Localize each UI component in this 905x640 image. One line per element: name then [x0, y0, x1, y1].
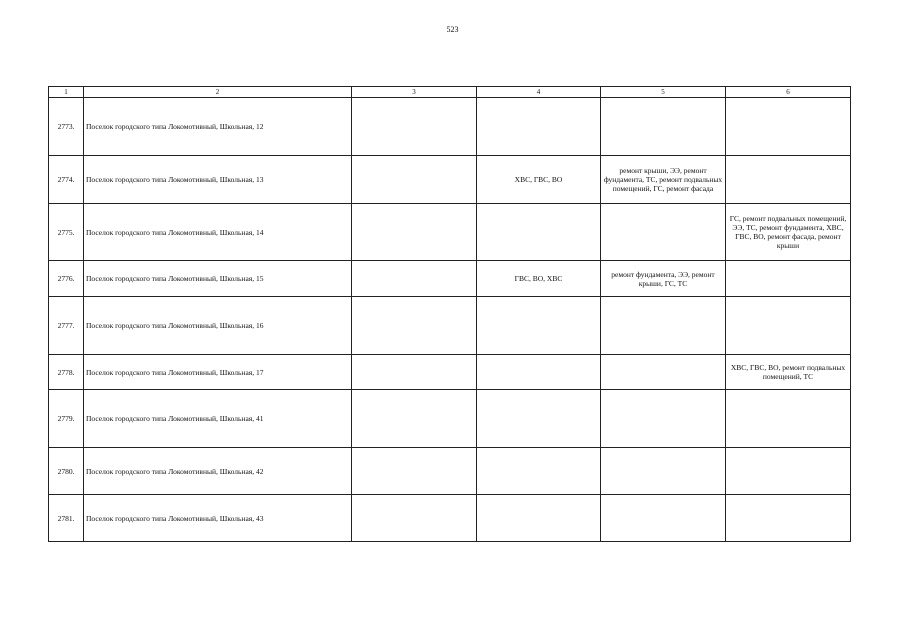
row-col4 — [477, 390, 601, 448]
row-col5 — [601, 204, 726, 261]
column-header-5: 5 — [601, 87, 726, 98]
row-col6 — [726, 390, 851, 448]
row-col3 — [352, 448, 477, 495]
page-number: 523 — [446, 25, 459, 34]
row-col6: ХВС, ГВС, ВО, ремонт подвальных помещений, ТС — [726, 355, 851, 390]
row-col4 — [477, 297, 601, 355]
row-address: Поселок городского типа Локомотивный, Школьная, 13 — [84, 156, 352, 204]
row-col4 — [477, 495, 601, 542]
row-col5: ремонт фундамента, ЭЭ, ремонт крыши, ГС, ТС — [601, 261, 726, 297]
row-address: Поселок городского типа Локомотивный, Школьная, 43 — [84, 495, 352, 542]
column-header-6: 6 — [726, 87, 851, 98]
row-col3 — [352, 390, 477, 448]
row-col5 — [601, 390, 726, 448]
row-address: Поселок городского типа Локомотивный, Школьная, 14 — [84, 204, 352, 261]
column-header-1: 1 — [49, 87, 84, 98]
row-number: 2778. — [49, 355, 84, 390]
row-address: Поселок городского типа Локомотивный, Школьная, 15 — [84, 261, 352, 297]
row-col5 — [601, 495, 726, 542]
row-col5 — [601, 355, 726, 390]
row-col3 — [352, 156, 477, 204]
row-number: 2774. — [49, 156, 84, 204]
row-col3 — [352, 495, 477, 542]
row-col3 — [352, 261, 477, 297]
table-row — [49, 204, 851, 261]
row-address: Поселок городского типа Локомотивный, Школьная, 41 — [84, 390, 352, 448]
row-number: 2777. — [49, 297, 84, 355]
row-col3 — [352, 297, 477, 355]
row-col5: ремонт крыши, ЭЭ, ремонт фундамента, ТС, ремонт подвальных помещений, ГС, ремонт фасада — [601, 156, 726, 204]
row-col4 — [477, 204, 601, 261]
row-address: Поселок городского типа Локомотивный, Школьная, 17 — [84, 355, 352, 390]
table-row — [49, 495, 851, 542]
row-col6: ГС, ремонт подвальных помещений, ЭЭ, ТС, ремонт фундамента, ХВС, ГВС, ВО, ремонт фасада, ремонт крыши — [726, 204, 851, 261]
column-header-2: 2 — [84, 87, 352, 98]
row-number: 2779. — [49, 390, 84, 448]
table-row — [49, 448, 851, 495]
row-number: 2775. — [49, 204, 84, 261]
housing-repair-table — [48, 86, 851, 542]
row-address: Поселок городского типа Локомотивный, Школьная, 16 — [84, 297, 352, 355]
row-col4 — [477, 448, 601, 495]
table-row — [49, 261, 851, 297]
row-number: 2776. — [49, 261, 84, 297]
column-number-header-row — [49, 87, 851, 98]
row-col4 — [477, 355, 601, 390]
row-address: Поселок городского типа Локомотивный, Школьная, 12 — [84, 98, 352, 156]
row-col3 — [352, 204, 477, 261]
row-col6 — [726, 98, 851, 156]
row-col4 — [477, 98, 601, 156]
table-row — [49, 156, 851, 204]
row-col5 — [601, 448, 726, 495]
row-col6 — [726, 261, 851, 297]
table-row — [49, 390, 851, 448]
table-row — [49, 98, 851, 156]
row-col4: ХВС, ГВС, ВО — [477, 156, 601, 204]
column-header-3: 3 — [352, 87, 477, 98]
row-col3 — [352, 98, 477, 156]
row-address: Поселок городского типа Локомотивный, Школьная, 42 — [84, 448, 352, 495]
column-header-4: 4 — [477, 87, 601, 98]
row-col6 — [726, 495, 851, 542]
row-col6 — [726, 297, 851, 355]
row-number: 2781. — [49, 495, 84, 542]
row-number: 2780. — [49, 448, 84, 495]
row-col6 — [726, 156, 851, 204]
row-number: 2773. — [49, 98, 84, 156]
row-col5 — [601, 297, 726, 355]
table-row — [49, 355, 851, 390]
row-col4: ГВС, ВО, ХВС — [477, 261, 601, 297]
table-row — [49, 297, 851, 355]
row-col5 — [601, 98, 726, 156]
row-col3 — [352, 355, 477, 390]
row-col6 — [726, 448, 851, 495]
